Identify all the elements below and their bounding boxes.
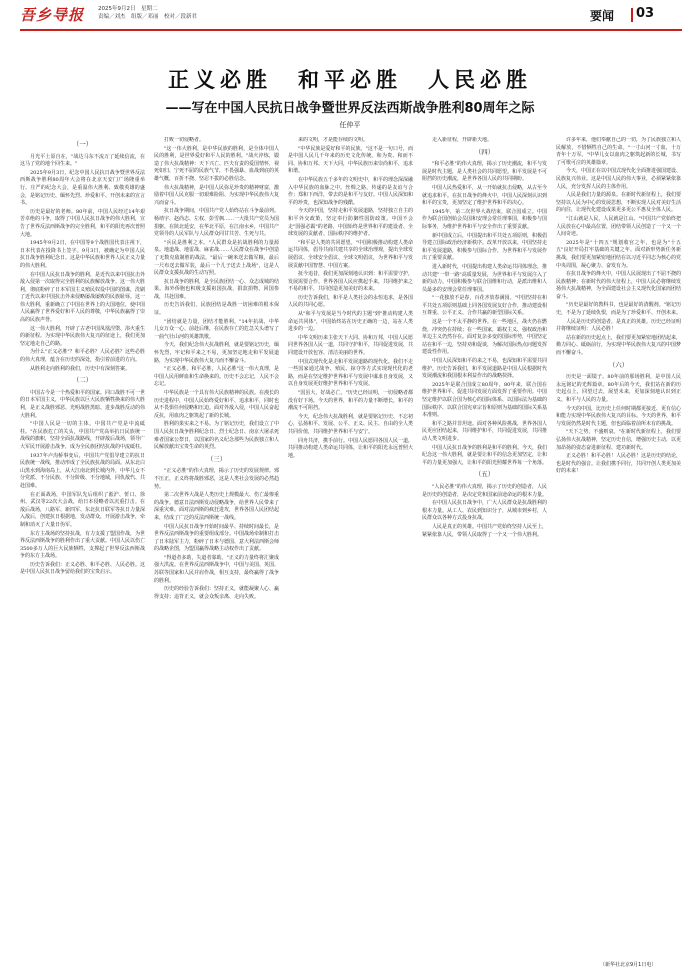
paragraph: 东方主战场的坚持抗战，有力支援了盟国作战，为世界反法西斯战争的胜利作出了重大贡献。中国人民以伤亡3500多万人的巨大民族牺牲，支撑起了世界反法西斯战争的东方主战场。 <box>20 530 145 560</box>
paragraph: 在中国人民抗日战争中，广大人民群众是抗战胜利的根本力量。从工人、农民到知识分子，从城市到乡村，人民群众以各种方式投身抗战。 <box>422 500 547 522</box>
paragraph: 历史告诉我们，民族团结是战胜一切困难的根本保证。 <box>154 302 279 317</box>
paragraph: "这一伟大胜利，是中华民族的胜利，是全体中国人民的胜利，是世界爱好和平人民的胜利。"战火淬炼，锻造了伟大抗战精神：天下兴亡、匹夫有责的爱国情怀，视死如归、宁死不屈的民族气节，不畏强暴、血战到底的英雄气概，百折不挠、坚忍不拔的必胜信念。 <box>154 145 279 182</box>
paragraph: "正义必胜"的伟大真理，揭示了历史的发展规律。邪不压正，正义终将战胜邪恶，这是人类社会发展的必然趋势。 <box>154 468 279 490</box>
article-body <box>20 137 682 959</box>
paragraph: "一花独放不是春，百花齐放春满园。"中国坚持在和平共处五项原则基础上同各国发展友好合作，推动建设相互尊重、公平正义、合作共赢的新型国际关系。 <box>422 295 547 317</box>
paragraph: 和平之路并非坦途。面对各种风险挑战，世界各国人民更应团结起来，共同维护和平，共同促进发展，共同推动人类文明进步。 <box>422 420 547 442</box>
paragraph: 新中国成立后，中国提出和平共处五项原则，积极倡导建立国际政治经济新秩序。改革开放以来，中国坚持走和平发展道路，积极参与国际合作，为世界和平与发展作出了重要贡献。 <box>422 232 547 262</box>
paragraph: 历史的经验告诉我们：坚持正义，就能凝聚人心、赢得支持；违背正义，就会众叛亲离、走向失败。 <box>154 586 279 600</box>
paragraph: "和平是人类的共同愿望。"中国积极推动构建人类命运共同体，倡导共商共建共享的全球治理观，提出全球发展倡议、全球安全倡议、全球文明倡议，为世界和平与发展贡献中国智慧、中国方案。 <box>288 239 413 269</box>
paragraph: 今天的中国，比历史上任何时期都更接近、更有信心和能力实现中华民族伟大复兴的目标。今天的世界，和平与发展仍然是时代主题，但也面临着前所未有的挑战。 <box>556 405 681 427</box>
paragraph: 1937年卢沟桥事变后，中国共产党倡导建立的抗日民族统一战线，推动形成了全民族抗战的局面。从东北白山黑水到海南岛上，从大江南北到长城内外，中华儿女不分党派、不分民族、不分阶级、不分地域，同仇敌忾、共赴国难。 <box>20 452 145 489</box>
paragraph: "中国人民是一切的主体，中国共产党是中流砥柱。"在民族危亡的关头，中国共产党高举抗日民族统一战线的旗帜，坚持全面抗战路线，开辟敌后战场，领导广大军民开展游击战争，成为全民族团结抗战的中流砥柱。 <box>20 421 145 450</box>
article-headline: 正义必胜 和平必胜 人民必胜 <box>168 68 532 92</box>
paragraph: 今天，我们纪念伟大抗战胜利，就是要铭记历史，缅怀先烈，牢记和平来之不易，更加坚定地走和平发展道路，为实现中华民族伟大复兴而不懈奋斗。 <box>154 342 279 364</box>
paragraph: 从胜利走向胜利的我们，历史中有深刻答案。 <box>30 365 131 372</box>
paragraph: 抚今追昔，我们更加深刻地认识到：和平需要守护，发展需要合作。世界各国人民应携起手来，共同维护来之不易的和平，共同创造更加美好的未来。 <box>288 271 413 293</box>
newspaper-logo: 吾乡导报 <box>20 6 85 24</box>
paragraph: 许多年来，他们奉献自己的一切，为了民族独立和人民解放，不惜牺牲自己的生命。"一寸山河一寸血，十万青年十万军。"中华儿女以血肉之躯筑起新的长城，书写了可歌可泣的英雄篇章。 <box>556 137 681 166</box>
paragraph: 历史是最好的老师。80年前，中国人民经过14年艰苦卓绝的斗争，取得了中国人民抗日战争的伟大胜利，宣告了世界反法西斯战争的完全胜利，和平的阳光再次普照大地。 <box>20 208 145 238</box>
paragraph: 站在新的历史起点上，我们要更加紧密地团结起来，勠力同心、砥砺前行，为实现中华民族伟大复兴的中国梦而不懈奋斗。 <box>556 334 681 357</box>
section-name: 要闻 <box>590 9 615 23</box>
paragraph: 历史是一面镜子。80年前的那场胜利，是中国人民永远铭记的光辉篇章。80年后的今天，我们站在新的历史起点上，回望过去，展望未来，更加深刻地认识到正义、和平与人民的力量。 <box>556 374 681 403</box>
paragraph: 进入新时代，中国提出构建人类命运共同体理念，推动共建"一带一路"高质量发展，为世界和平与发展注入了新的动力。中国积极参与联合国维和行动，是派出维和人员最多的安理会常任理事国。 <box>422 263 547 293</box>
section-heading: （四） <box>474 147 495 156</box>
paragraph: 中华文明历来主张天下大同、协和万邦，中国人民愿同世界各国人民一道，共同守护和平，共同促进发展，共同建设开放包容、清洁美丽的世界。 <box>288 334 413 357</box>
issue-meta <box>98 5 197 21</box>
paragraph: 这是一个不太平静的世界。在一些地区，战火仍在燃烧，冲突仍在持续；在一些国家，霸权主义、强权政治和单边主义仍然存在。面对复杂多变的国际形势，中国坚定站在和平一边，坚持劝和促谈，为解决国际热点问题发挥建设性作用。 <box>422 319 547 356</box>
paragraph: 走入新征程，开辟新天地。 <box>432 137 493 143</box>
section-heading: （三） <box>206 454 227 463</box>
article-author: 任仲平 <box>339 121 361 129</box>
section-heading: （二） <box>72 376 93 385</box>
text-column-5 <box>556 137 681 959</box>
paragraph: 今天的中国，坚持走和平发展道路，坚持独立自主的和平外交政策，坚定奉行防御性国防政策。中国不会走"国强必霸"的老路，中国始终是世界和平的建设者、全球发展的贡献者、国际秩序的维护者。 <box>288 208 413 238</box>
text-column-2 <box>154 137 279 959</box>
text-column-4 <box>422 137 547 959</box>
paragraph: 中国人民抗日战争开始时间最早、持续时间最长，是世界反法西斯战争的重要组成部分。中国战场牵制和打击了日本陆军主力，粉碎了日本与德国、意大利法西斯会师的战略企图，为盟国赢得战略主动权作出了贡献。 <box>154 523 279 553</box>
paragraph: 历史告诉我们：正义必胜、和平必胜、人民必胜。这是中国人民抗日战争留给我们的宝贵启示。 <box>20 561 145 576</box>
paragraph: 从"和平与发展是当今时代的主题"到"推动构建人类命运共同体"，中国始终站在历史正确的一边，站在人类进步的一边。 <box>288 311 413 333</box>
paragraph: 月光平土原自在，"战达马东不流万了延续信流，在这马了党的地个回生来。" <box>20 153 145 168</box>
article-subhead: ——写在中国人民抗日战争暨世界反法西斯战争胜利80周年之际 <box>165 101 535 116</box>
paragraph: 在抗日战争的烽火中，中国人民展现出了不屈不挠的民族精神；在新时代的伟大征程上，中国人民必将继续发扬伟大抗战精神，为全面建设社会主义现代化国家而团结奋斗。 <box>556 271 681 300</box>
paragraph: "正义必胜，和平必胜，人民必胜"这一伟大真理，是中国人民用鲜血和生命换来的。历史不会忘记，人民不会忘记。 <box>154 366 279 388</box>
masthead <box>0 0 700 30</box>
source-note: （新华社北京9月1日电） <box>600 962 657 968</box>
paragraph: 正义必胜！和平必胜！人民必胜！这是历史的结论，也是时代的强音。让我们携手同行，共同开创人类更加美好的未来！ <box>556 453 681 475</box>
page-separator <box>631 8 633 22</box>
paragraph: 抗日战争的胜利，是全民族团结一心、众志成城的结果。海外侨胞也积极支援祖国抗战，捐款捐物，回国参战，共赴国难。 <box>154 278 279 300</box>
paragraph: 抗日战争期间，中国共产党人始终站在斗争最前列。杨靖宇、赵尚志、左权、彭雪枫……一大批共产党员为国捐躯。在陕北延安，在华北平原，在江南水乡，中国共产党领导的人民军队与人民群众同甘共苦、生死与共。 <box>154 208 279 238</box>
paragraph: "国虽大，好战必亡。"历史已经证明，一切侵略者都没有好下场。今天的世界，和平的力量不断增长，和平的潮流不可阻挡。 <box>288 390 413 412</box>
paragraph: "中华民族是爱好和平的民族。"这不是一句口号，而是中国人民几千年来的历史文化传统。和为贵、和而不同、协和万邦、天下大同，中华民族历来崇尚和平，追求和谐。 <box>288 145 413 175</box>
paragraph: 中华民族是一个具有伟大民族精神的民族。在漫长的历史进程中，中国人民始终爱好和平、追求和平，同时也从不畏惧任何侵略和压迫。面对外敌入侵，中国人民奋起反抗，用血肉之躯筑起了新的长城。 <box>154 390 279 419</box>
paragraph: 胜利的果实来之不易。为了铭记历史，我们设立了中国人民抗日战争胜利纪念日、烈士纪念日、南京大屠杀死难者国家公祭日，以国家的名义纪念那些为民族独立和人民解放献出宝贵生命的英烈。 <box>154 421 279 451</box>
paragraph: "和平必胜"的伟大真理，揭示了历史潮流，和平与发展是时代主题，是人类社会的共同愿望。和平发展是不可阻挡的历史潮流，是世界各国人民的共同期盼。 <box>422 161 547 183</box>
paragraph: 2025年9月3日，纪念中国人民抗日战争暨世界反法西斯战争胜利80周年大会将在北京天安门广场隆重举行。庄严的纪念大会，是重温伟大胜利、致敬英雄的盛会，是铭记历史、缅怀先烈、珍爱和平、开创未来的宣言书。 <box>20 169 145 207</box>
paragraph: 这一伟大胜利，开辟了古老中国凤凰涅槃、浴火重生的新征程。为实现中华民族伟大复兴的征途上，我们更加坚定地走自己的路。 <box>20 325 145 347</box>
page-number: 03 <box>636 6 655 21</box>
paragraph: 在正面战场，中国军队先后组织了淞沪、忻口、徐州、武汉等22次大会战，给日本侵略者以沉重打击。在敌后战场，八路军、新四军、东北抗日联军等抗日力量深入敌后，创建抗日根据地，发动群众，开展游击战争，牵制和消灭了大量日伪军。 <box>20 491 145 528</box>
paragraph: 在中华民族五千多年的文明史中，和平的理念深深融入中华民族的血脉之中。丝绸之路，传递的是友谊与合作；郑和下西洋，带去的是和平与友好。中国人民深知和平的珍贵，也深知战争的残酷。 <box>288 176 413 206</box>
paragraph: "江山就是人民，人民就是江山。"中国共产党始终把人民放在心中最高位置，团结带领人民创造了一个又一个人间奇迹。 <box>556 215 681 238</box>
paragraph: "天下之势，不盛则衰。"在新时代新征程上，我们要弘扬伟大抗战精神，坚定历史自信，增强历史主动，以更加昂扬的姿态奋进新征程、建功新时代。 <box>556 429 681 451</box>
paragraph: 1945年，第二次世界大战结束，联合国成立。中国作为联合国创始会员国和安理会常任理事国，积极参与国际事务，为维护世界和平与安全作出了重要贡献。 <box>422 208 547 230</box>
paragraph: 在中国人民抗日战争的胜利，是近代以来中国抗击外敌入侵第一次取得完全胜利的民族解放战争。这一伟大胜利，彻底粉碎了日本军国主义殖民奴役中国的图谋，洗刷了近代以来中国抗击外来侵略屡战屡败的民族耻辱。这一伟大胜利，重新确立了中国在世界上的大国地位，使中国人民赢得了世界爱好和平人民的尊敬，中华民族赢得了崇高的民族声誉。 <box>20 271 145 324</box>
paragraph: 打败一切侵略者。 <box>164 137 205 143</box>
paragraph: "得道者多助，失道者寡助。"正义的力量终将汇聚成强大洪流。在世界反法西斯战争中，中国与美国、英国、苏联等国家和人民并肩作战，相互支持，最终赢得了战争的胜利。 <box>154 554 279 584</box>
paragraph: 今天，中国正在以中国式现代化全面推进强国建设、民族复兴伟业。这是中国人民的伟大事业，必须紧紧依靠人民，充分发挥人民的主体作用。 <box>556 168 681 190</box>
paragraph: "团结就是力量，团结才能胜利。"14年抗战，中华儿女万众一心、前赴后继，在民族存亡的危急关头谱写了一曲气壮山河的英雄凯歌。 <box>154 318 279 340</box>
paragraph: 同舟共济，携手前行。中国人民愿同各国人民一道，共同推动构建人类命运共同体，让和平的阳光永远普照大地。 <box>288 437 413 459</box>
paragraph: "兵民是胜利之本。"人民群众是抗战胜利的力量源泉。地道战、地雷战、麻雀战……人民群众在战争中创造了无数克敌制胜的战法。"最后一碗米送去做军粮，最后一尺布送去做军装，最后一个儿子送去上战场"，这是人民群众支援抗战的生动写照。 <box>154 239 279 277</box>
paragraph: "历史是最好的教科书，也是最好的清醒剂。"铭记历史，不是为了延续仇恨，而是为了珍爱和平、开创未来。 <box>556 302 681 317</box>
paragraph: 伟大抗战精神，是中国人民弥足珍贵的精神财富，激励着中国人民克服一切艰难险阻、为实现中华民族伟大复兴而奋斗。 <box>154 184 279 206</box>
paragraph: 今天，纪念伟大抗战胜利，就是要铭记历史、不忘初心，弘扬和平、发展、公平、正义、民主、自由的全人类共同价值，共同维护世界和平与安宁。 <box>288 413 413 435</box>
paragraph: 中国人民抗日战争的胜利是和平的胜利。今天，我们纪念这一伟大胜利，就是要让和平的信念更加坚定，让和平的力量更加强大，让和平的阳光照耀世界每一个角落。 <box>422 444 547 466</box>
text-column-3 <box>288 137 413 959</box>
text-column-1 <box>20 137 145 959</box>
section-heading: （五） <box>474 470 495 479</box>
paragraph: 中国人民热爱和平，从一开始就抗击侵略，从古至今就追求和平。在抗日战争的烽火中，中国人民深刻认识到和平的宝贵，更加坚定了维护世界和平的决心。 <box>422 184 547 207</box>
paragraph: 2025年是"十四五"规划收官之年，也是为"十五五"良好开局打牢基础的关键之年。面对新形势新任务新挑战，我们要更加紧密地团结在以习近平同志为核心的党中央周围，凝心聚力、奋发有为。 <box>556 239 681 269</box>
paragraph: 为什么"正义必胜"？和平必胜？人民必胜？这些必胜的伟大真理，蕴含在历史的深处，指引着前进的方向。 <box>20 349 145 364</box>
paragraph: "人民必胜"的伟大真理，揭示了历史的创造者，人民是历史的创造者，是决定党和国家前途命运的根本力量。 <box>422 483 547 498</box>
section-heading: （六） <box>608 360 629 369</box>
paragraph: 1945年9月2日，在中国等9个战胜国代表注视下，日本代表在投降书上签字。9月3日，被确定为中国人民抗日战争胜利纪念日。这是中华民族和世界人民正义力量的伟大胜利。 <box>20 240 145 269</box>
paragraph: 来的文明，才是能存续的文明。 <box>298 137 369 143</box>
paragraph: 中国人民深知和平的来之不易，也深知和平需要共同维护。历史告诉我们，和平发展道路是中国人民根据时代发展潮流和我国根本利益作出的战略抉择。 <box>422 358 547 380</box>
paragraph: 2025年是联合国成立80周年。80年来，联合国在维护世界和平、促进共同发展方面发挥了重要作用。中国坚定维护以联合国为核心的国际体系、以国际法为基础的国际秩序、以联合国宪章宗旨和原则为基础的国际关系基本准则。 <box>422 381 547 419</box>
paragraph: 历史告诉我们，和平是人类社会的永恒追求，是各国人民的共同心愿。 <box>288 294 413 309</box>
section-heading: （一） <box>72 140 93 148</box>
paragraph: 第二次世界大战是人类历史上规模最大、伤亡最惨重的战争。德意日法西斯发动侵略战争，给世界人民带来了深重灾难。面对法西斯的疯狂进攻，世界各国人民团结起来，结成了广泛的反法西斯统一战线。 <box>154 492 279 521</box>
paragraph: 人民是真正的英雄。中国共产党始终坚持人民至上，紧紧依靠人民，带领人民取得了一个又一个伟大胜利。 <box>422 523 547 538</box>
paragraph: 人民是历史的创造者，是真正的英雄。历史已经证明并将继续证明：人民必胜！ <box>556 318 681 333</box>
paragraph: 中国古今是一个热爱和平的国家。同口战胜不可一世的日本军国主义，中华民族以巨大民族牺牲换来的伟大胜利，是正义战胜邪恶、光明战胜黑暗、进步战胜反动的伟大胜利。 <box>20 389 145 419</box>
editor-credits: 责编／刘杰 组版／邓丽 校对／段新君 <box>98 14 198 20</box>
masthead-rule <box>20 29 682 31</box>
paragraph: 人民是我们力量的源泉。在新时代新征程上，我们要坚持以人民为中心的发展思想，不断实现人民对美好生活的向往，让现代化建设成果更多更公平惠及全体人民。 <box>556 192 681 214</box>
issue-date: 2025年9月2日 星期二 <box>98 6 158 12</box>
paragraph: 中国式现代化是走和平发展道路的现代化。我们不走一些国家通过战争、殖民、掠夺等方式实现现代化的老路，而是在坚定维护世界和平与发展中谋求自身发展，又以自身发展更好维护世界和平与发展。 <box>288 358 413 388</box>
